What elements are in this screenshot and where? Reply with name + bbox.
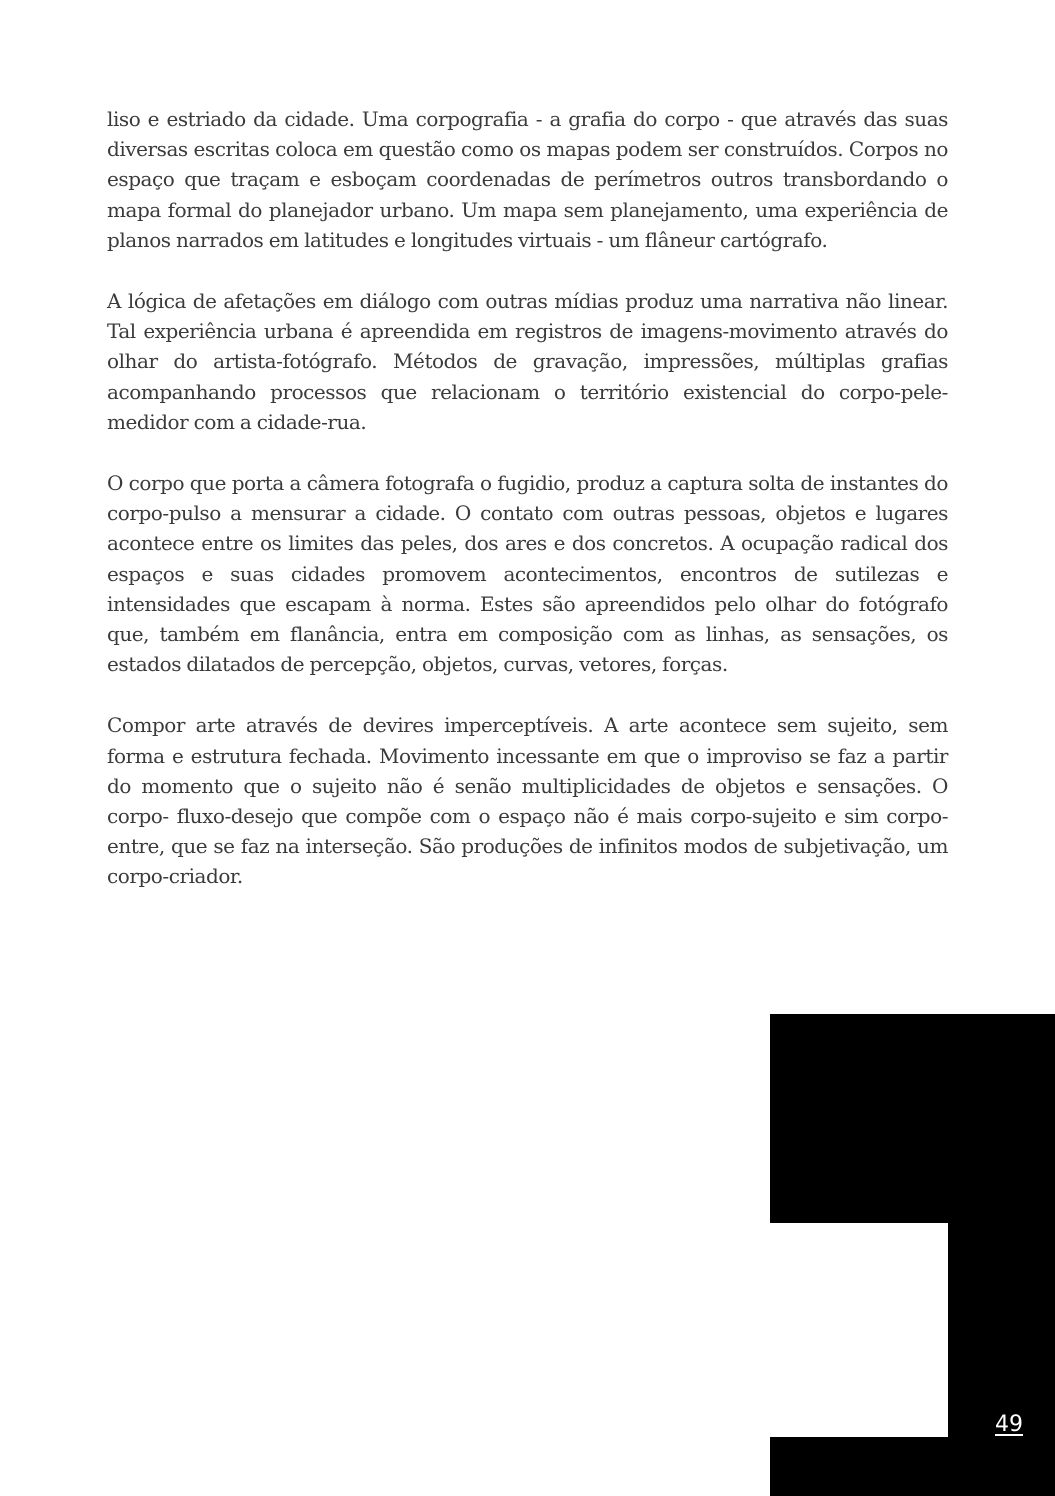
page-number: 49 <box>995 1412 1023 1437</box>
paragraph-corpo-camera: O corpo que porta a câmera fotografa o fugidio, produz a captura solta de instantes do corpo-pulso a mensurar a cidade. O contato com outras pessoas, objetos e lugares acontece entre os limites das peles, dos ares e dos concretos. A ocupação radical dos espaços e suas cidades promovem acontecimentos, encontros de sutilezas e intensidades que escapam à norma. Estes são apreendidos pelo olhar do fotógrafo que, também em flanância, entra em composição com as linhas, as sensações, os estados dilatados de percepção, objetos, curvas, vetores, forças. <box>107 471 948 677</box>
decorative-block-bottom <box>770 1437 1055 1496</box>
paragraph-logica-afetacoes: A lógica de afetações em diálogo com outras mídias produz uma narrativa não linear. Tal experiência urbana é apreendida em registros de imagens-movimento através do olhar do artista-fotógrafo. Métodos de gravação, impressões, múltiplas grafias acompanhando processos que relacionam o território existencial do corpo-pele-medidor com a cidade-rua. <box>107 289 948 434</box>
decorative-block-top <box>770 1014 1055 1223</box>
body-text <box>107 104 948 923</box>
paragraph-corpografia: liso e estriado da cidade. Uma corpografia - a grafia do corpo - que através das suas diversas escritas coloca em questão como os mapas podem ser construídos. Corpos no espaço que traçam e esboçam coordenadas de perímetros outros transbordando o mapa formal do planejador urbano. Um mapa sem planejamento, uma experiência de planos narrados em latitudes e longitudes virtuais - um flâneur cartógrafo. <box>107 107 948 252</box>
paragraph-compor-arte: Compor arte através de devires imperceptíveis. A arte acontece sem sujeito, sem forma e estrutura fechada. Movimento incessante em que o improviso se faz a partir do momento que o sujeito não é senão multiplicidades de objetos e sensações. O corpo- fluxo-desejo que compõe com o espaço não é mais corpo-sujeito e sim corpo-entre, que se faz na interseção. São produções de infinitos modos de subjetivação, um corpo-criador. <box>107 713 948 889</box>
decorative-block-side <box>948 1222 1055 1438</box>
